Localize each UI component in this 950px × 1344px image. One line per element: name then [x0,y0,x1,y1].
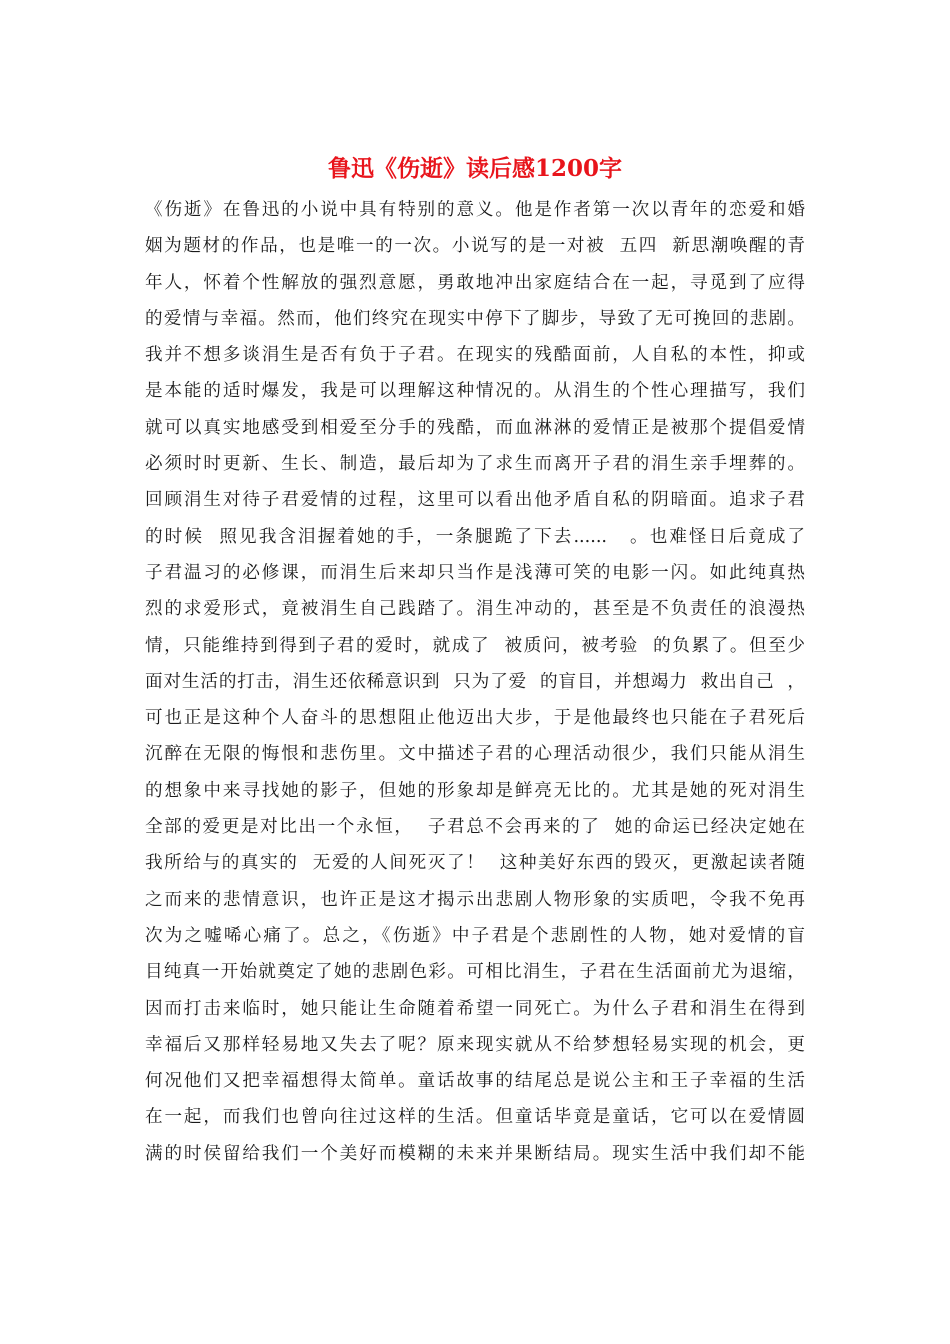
body-line: 的爱情与幸福。然而，他们终究在现实中停下了脚步，导致了无可挽回的悲剧。 [145,308,805,329]
body-line: 必须时时更新、生长、制造，最后却为了求生而离开子君的涓生亲手埋葬的。 [145,454,805,475]
body-line: 回顾涓生对待子君爱情的过程，这里可以看出他矛盾自私的阴暗面。追求子君 [145,490,805,511]
document-title: 鲁迅《伤逝》读后感1200字 [327,155,622,182]
body-line: 烈的求爱形式，竟被涓生自己践踏了。涓生冲动的，甚至是不负责任的浪漫热 [145,599,805,620]
body-line: 次为之嘘唏心痛了。总之，《伤逝》中子君是个悲剧性的人物，她对爱情的盲 [145,925,805,946]
body-line: 沉醉在无限的悔恨和悲伤里。文中描述子君的心理活动很少，我们只能从涓生 [145,744,805,765]
body-line: 《伤逝》在鲁迅的小说中具有特别的意义。他是作者第一次以青年的恋爱和婚 [145,200,805,220]
body-line: 可也正是这种个人奋斗的思想阻止他迈出大步，于是他最终也只能在子君死后 [145,708,805,729]
body-line: 子君温习的必修课，而涓生后来却只当作是浅薄可笑的电影一闪。如此纯真热 [145,562,805,583]
document-body [145,192,805,1172]
body-line: 全部的爱更是对比出一个永恒， 子君总不会再来的了 她的命运已经决定她在 [145,817,805,838]
body-line: 满的时侯留给我们一个美好而模糊的未来并果断结局。现实生活中我们却不能 [145,1143,805,1164]
body-line: 面对生活的打击，涓生还依稀意识到 只为了爱 的盲目，并想竭力 救出自己 ， [145,671,805,692]
body-line: 姻为题材的作品，也是唯一的一次。小说写的是一对被 五四 新思潮唤醒的青 [145,236,805,257]
body-line: 幸福后又那样轻易地又失去了呢？原来现实就从不给梦想轻易实现的机会，更 [145,1034,805,1055]
body-line: 就可以真实地感受到相爱至分手的残酷，而血淋淋的爱情正是被那个提倡爱情 [145,417,805,438]
body-line: 目纯真一开始就奠定了她的悲剧色彩。可相比涓生，子君在生活面前尤为退缩， [145,962,805,983]
body-line: 何况他们又把幸福想得太简单。童话故事的结尾总是说公主和王子幸福的生活 [145,1071,805,1092]
body-line: 的想象中来寻找她的影子，但她的形象却是鲜亮无比的。尤其是她的死对涓生 [145,780,805,801]
body-line: 情，只能维持到得到子君的爱时，就成了 被质问，被考验 的负累了。但至少 [145,635,805,656]
body-line: 的时候 照见我含泪握着她的手，一条腿跪了下去...... 。也难怪日后竟成了 [145,526,805,547]
body-line: 我所给与的真实的 无爱的人间死灭了！ 这种美好东西的毁灭，更激起读者随 [145,853,805,874]
body-line: 我并不想多谈涓生是否有负于子君。在现实的残酷面前，人自私的本性，抑或 [145,345,805,366]
body-line: 年人，怀着个性解放的强烈意愿，勇敢地冲出家庭结合在一起，寻觅到了应得 [145,272,805,293]
body-line: 因而打击来临时，她只能让生命随着希望一同死亡。为什么子君和涓生在得到 [145,998,805,1019]
body-line: 之而来的悲情意识，也许正是这才揭示出悲剧人物形象的实质吧，令我不免再 [145,889,805,910]
body-line: 是本能的适时爆发，我是可以理解这种情况的。从涓生的个性心理描写，我们 [145,381,805,402]
body-line: 在一起，而我们也曾向往过这样的生活。但童话毕竟是童话，它可以在爱情圆 [145,1107,805,1128]
